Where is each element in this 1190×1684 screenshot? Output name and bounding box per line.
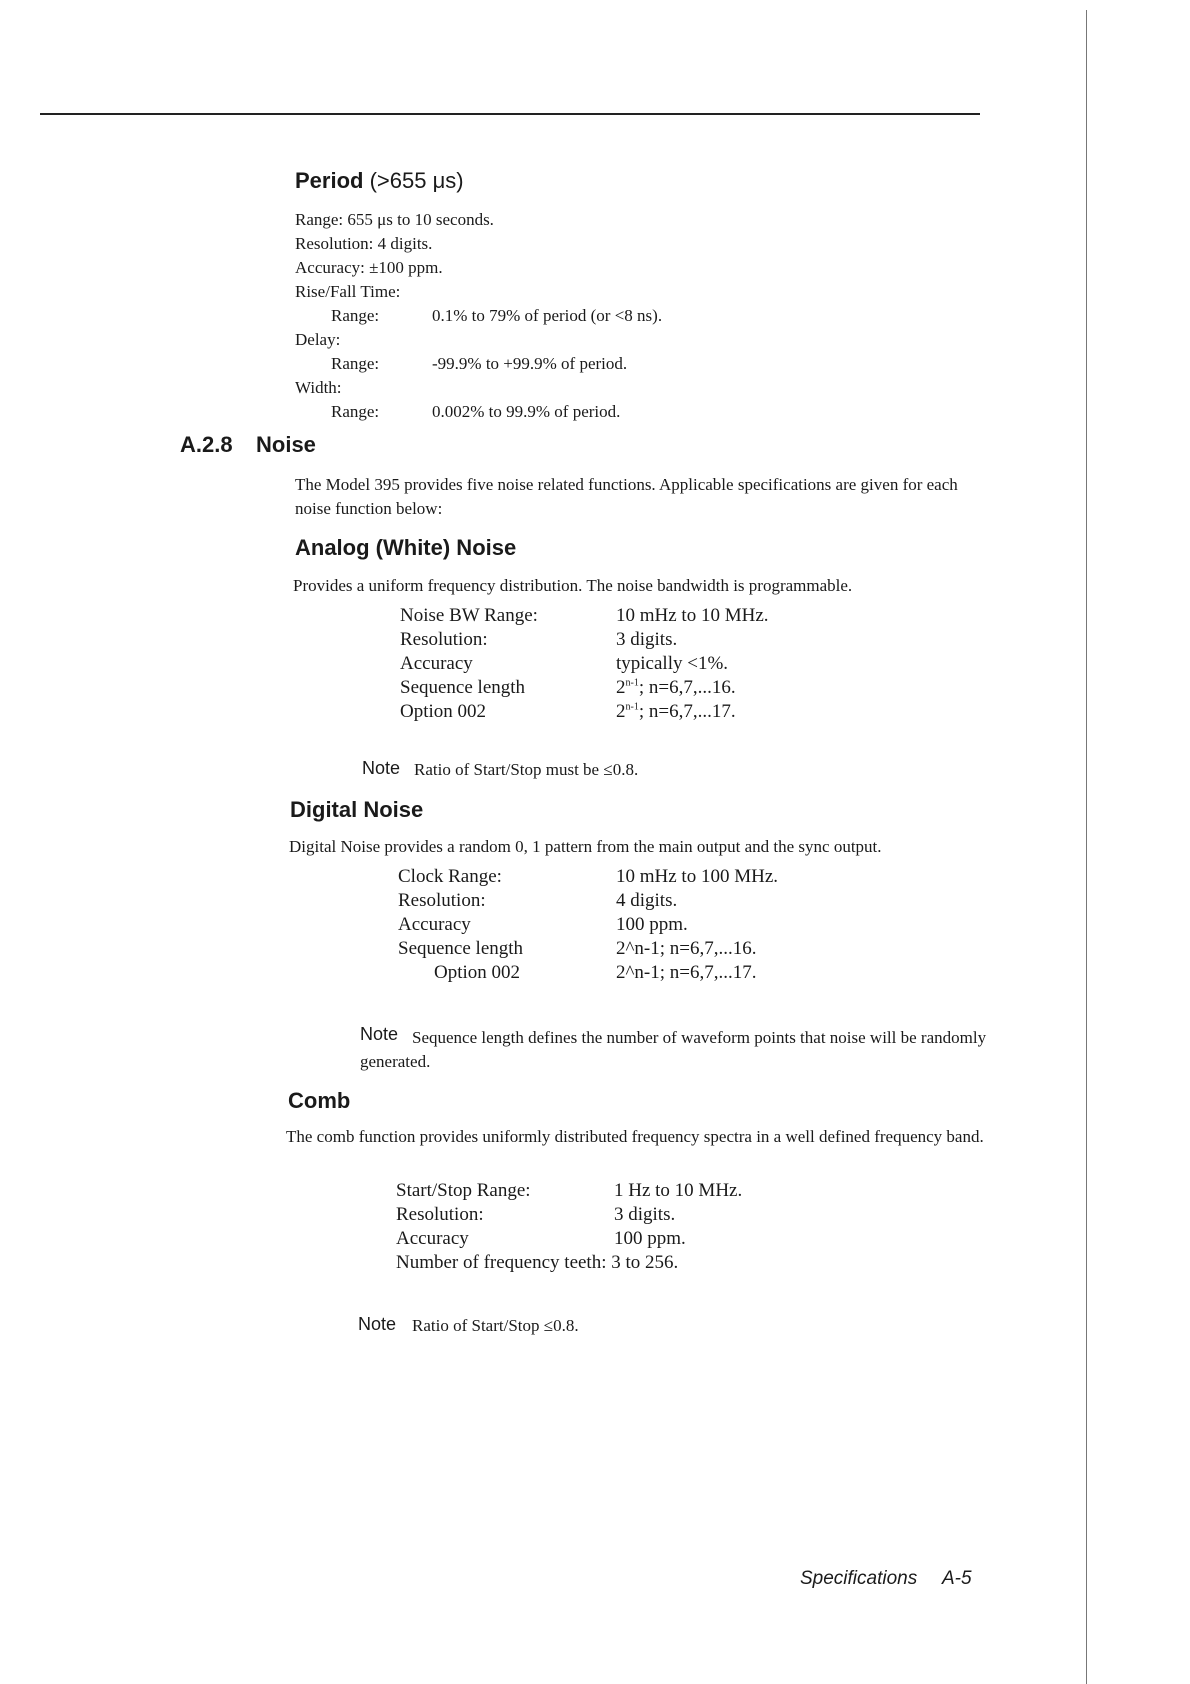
delay-range-value: -99.9% to +99.9% of period.: [432, 354, 628, 373]
analog-row-value: 3 digits.: [616, 629, 678, 650]
noise-intro: The Model 395 provides five noise related functions. Applicable specifications are given for each noise function below:: [295, 475, 958, 518]
analog-row-label: Resolution:: [400, 629, 488, 650]
analog-note-label: Note: [362, 758, 401, 778]
analog-row-label: Noise BW Range:: [400, 605, 538, 626]
period-range: Range: 655 μs to 10 seconds.: [295, 210, 494, 229]
digital-row-value: 4 digits.: [616, 890, 678, 911]
comb-row-label: Resolution:: [396, 1204, 484, 1225]
noise-section-title: Noise: [256, 432, 316, 457]
comb-row-label: Accuracy: [396, 1228, 469, 1249]
digital-row-value: 2^n-1; n=6,7,...16.: [616, 938, 757, 959]
analog-row-value: typically <1%.: [616, 653, 729, 674]
analog-row-value: 10 mHz to 10 MHz.: [616, 605, 769, 626]
analog-intro: Provides a uniform frequency distribution. The noise bandwidth is programmable.: [293, 576, 853, 595]
digital-row-label: Resolution:: [398, 890, 486, 911]
period-accuracy: Accuracy: ±100 ppm.: [295, 258, 443, 277]
comb-row-value: 1 Hz to 10 MHz.: [614, 1180, 743, 1201]
digital-row-label: Sequence length: [398, 938, 524, 959]
period-heading-bold: Period: [295, 168, 364, 193]
period-heading: [295, 168, 464, 194]
noise-section-number: A.2.8: [180, 432, 233, 457]
comb-row-value: 3 digits.: [614, 1204, 676, 1225]
analog-row-value: [616, 701, 736, 723]
analog-seq-exponent: n-1: [625, 677, 639, 689]
analog-row-value: [616, 677, 736, 699]
digital-row-value: 2^n-1; n=6,7,...17.: [616, 962, 757, 983]
analog-opt-base: 2: [616, 701, 626, 722]
comb-note-label: Note: [358, 1314, 397, 1334]
comb-teeth: Number of frequency teeth: 3 to 256.: [396, 1252, 679, 1273]
period-heading-rest: (>655 μs): [369, 168, 464, 193]
width-range-value: 0.002% to 99.9% of period.: [432, 402, 621, 421]
delay-title: Delay:: [295, 330, 341, 349]
analog-seq-rest: ; n=6,7,...16.: [638, 677, 736, 698]
digital-note-text: Sequence length defines the number of waveform points that noise will be randomly generated.: [360, 1028, 987, 1071]
right-edge-line: [1086, 10, 1087, 1684]
analog-row-label: Accuracy: [400, 653, 473, 674]
width-title: Width:: [295, 378, 342, 397]
period-rise-fall-title: Rise/Fall Time:: [295, 282, 401, 301]
comb-note-text: Ratio of Start/Stop ≤0.8.: [412, 1316, 579, 1335]
analog-opt-exponent: n-1: [625, 701, 639, 713]
comb-row-label: Start/Stop Range:: [396, 1180, 531, 1201]
comb-intro: The comb function provides uniformly distributed frequency spectra in a well defined frequency band.: [286, 1127, 984, 1146]
comb-row-value: 100 ppm.: [614, 1228, 686, 1249]
analog-row-label: Sequence length: [400, 677, 526, 698]
period-resolution: Resolution: 4 digits.: [295, 234, 433, 253]
width-range-label: Range:: [331, 402, 380, 421]
delay-range-label: Range:: [331, 354, 380, 373]
analog-row-label: Option 002: [400, 701, 487, 722]
digital-row-value: 100 ppm.: [616, 914, 688, 935]
digital-note-label: Note: [360, 1024, 399, 1044]
footer-page-number: A-5: [942, 1568, 972, 1589]
digital-row-label: Accuracy: [398, 914, 471, 935]
digital-row-label: Option 002: [434, 962, 521, 983]
top-rule: [40, 113, 980, 115]
analog-note-text: Ratio of Start/Stop must be ≤0.8.: [414, 760, 639, 779]
footer-section: Specifications: [800, 1568, 918, 1589]
rise-fall-range-label: Range:: [331, 306, 380, 325]
digital-row-value: 10 mHz to 100 MHz.: [616, 866, 779, 887]
analog-heading: Analog (White) Noise: [295, 535, 517, 560]
analog-opt-rest: ; n=6,7,...17.: [638, 701, 736, 722]
analog-seq-base: 2: [616, 677, 626, 698]
digital-row-label: Clock Range:: [398, 866, 502, 887]
rise-fall-range-value: 0.1% to 79% of period (or <8 ns).: [432, 306, 663, 325]
comb-heading: Comb: [288, 1088, 351, 1113]
digital-intro: Digital Noise provides a random 0, 1 pattern from the main output and the sync output.: [289, 837, 882, 856]
digital-heading: Digital Noise: [290, 797, 424, 822]
